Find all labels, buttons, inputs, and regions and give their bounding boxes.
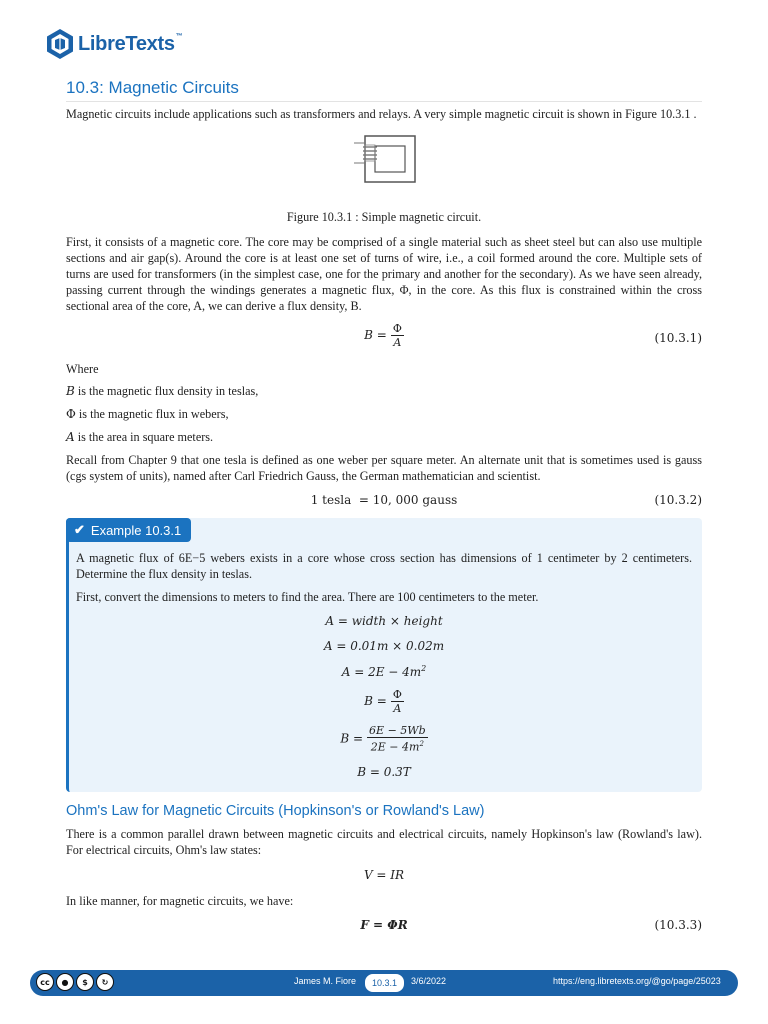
title-divider bbox=[66, 101, 702, 102]
example-equation-area: A = width × height bbox=[325, 614, 443, 628]
equation-ohms-law: V = IR bbox=[363, 868, 405, 882]
cc-icon: cc bbox=[36, 973, 54, 991]
core-paragraph: First, it consists of a magnetic core. The core may be comprised of a single material such as sheet steel but can also use multiple sections and air gap(s). Around the core is at least one set of turns of wire, i.e., a coil formed around the core. Multiple sets of turns are used for transformers (in the simplest case, one for the primary and another for the secondary). As we have seen already, passing current through the windings generates a magnetic flux, Φ, in the core. As this flux is constrained within the cross sectional area of the core, A, we can derive a flux density, B. bbox=[66, 235, 702, 313]
example-equation-flux-density: B = $\frac{\Phi}{A}$ bbox=[364, 688, 402, 715]
section-heading-ohms-law: Ohm's Law for Magnetic Circuits (Hopkinson's or Rowland's Law) bbox=[66, 803, 485, 819]
magnetic-law-paragraph: In like manner, for magnetic circuits, we have: bbox=[66, 894, 294, 908]
definition-a: A is the area in square meters. bbox=[66, 430, 214, 444]
example-equation-area-result: $A = 2E - 4m^2$ bbox=[341, 664, 427, 679]
attribution-icon: ● bbox=[56, 973, 74, 991]
sharealike-icon: ↻ bbox=[96, 973, 114, 991]
example-equation-answer: B = 0.3T bbox=[357, 765, 411, 779]
example-step: First, convert the dimensions to meters to find the area. There are 100 centimeters to the meter. bbox=[76, 590, 539, 604]
intro-paragraph: Magnetic circuits include applications such as transformers and relays. A very simple magnetic circuit is shown in Figure 10.3.1 . bbox=[66, 107, 697, 121]
logo-wordmark: LibreTexts™ bbox=[78, 32, 183, 55]
footer-permalink[interactable]: https://eng.libretexts.org/@go/page/25023 bbox=[553, 976, 721, 986]
cc-license-badges[interactable] bbox=[36, 973, 114, 991]
example-title: Example 10.3.1 bbox=[90, 522, 182, 538]
example-equation-area-values: A = 0.01m × 0.02m bbox=[323, 639, 445, 653]
equation-number: (10.3.1) bbox=[654, 331, 702, 345]
equation-number: (10.3.2) bbox=[654, 493, 702, 507]
libretexts-hexagon-icon bbox=[46, 28, 74, 60]
checkmark-icon: ✔ bbox=[74, 522, 85, 537]
equation-number: (10.3.3) bbox=[654, 918, 702, 932]
definition-phi: Φ is the magnetic flux in webers, bbox=[66, 407, 229, 421]
magnetic-circuit-figure bbox=[349, 133, 419, 185]
libretexts-logo[interactable] bbox=[46, 26, 182, 62]
footer-date: 3/6/2022 bbox=[411, 976, 447, 986]
tesla-paragraph: Recall from Chapter 9 that one tesla is defined as one weber per square meter. An alternate unit that is sometimes used is gauss (cgs system of units), named after Carl Friedrich Gauss, the German mathematician and scientist. bbox=[66, 453, 702, 483]
figure-caption: Figure 10.3.1 : Simple magnetic circuit. bbox=[286, 210, 482, 224]
example-equation-substitution: B = $\frac{6E - 5Wb}{2E - 4m^2}$ bbox=[340, 724, 426, 754]
where-label: Where bbox=[66, 362, 99, 376]
equation-10-3-3: F = ΦR bbox=[360, 918, 408, 932]
example-title-tab bbox=[66, 518, 191, 542]
ohms-law-paragraph: There is a common parallel drawn between magnetic circuits and electrical circuits, namely Hopkinson's law (Rowland's law). For electrical circuits, Ohm's law states: bbox=[66, 827, 702, 857]
example-problem: A magnetic flux of 6E−5 webers exists in a core whose cross section has dimensions of 1 centimeter by 2 centimeters. Determine the flux density in teslas. bbox=[76, 551, 692, 581]
equation-10-3-1: B = $\frac{\Phi}{A}$ bbox=[364, 322, 402, 349]
footer-author: James M. Fiore bbox=[294, 976, 357, 986]
page-number-badge: 10.3.1 bbox=[365, 974, 404, 992]
page-title: 10.3: Magnetic Circuits bbox=[66, 78, 239, 97]
equation-10-3-2: 1 tesla = 10, 000 gauss bbox=[310, 493, 458, 507]
noncommercial-icon: $ bbox=[76, 973, 94, 991]
definition-b: B is the magnetic flux density in teslas, bbox=[66, 384, 259, 398]
